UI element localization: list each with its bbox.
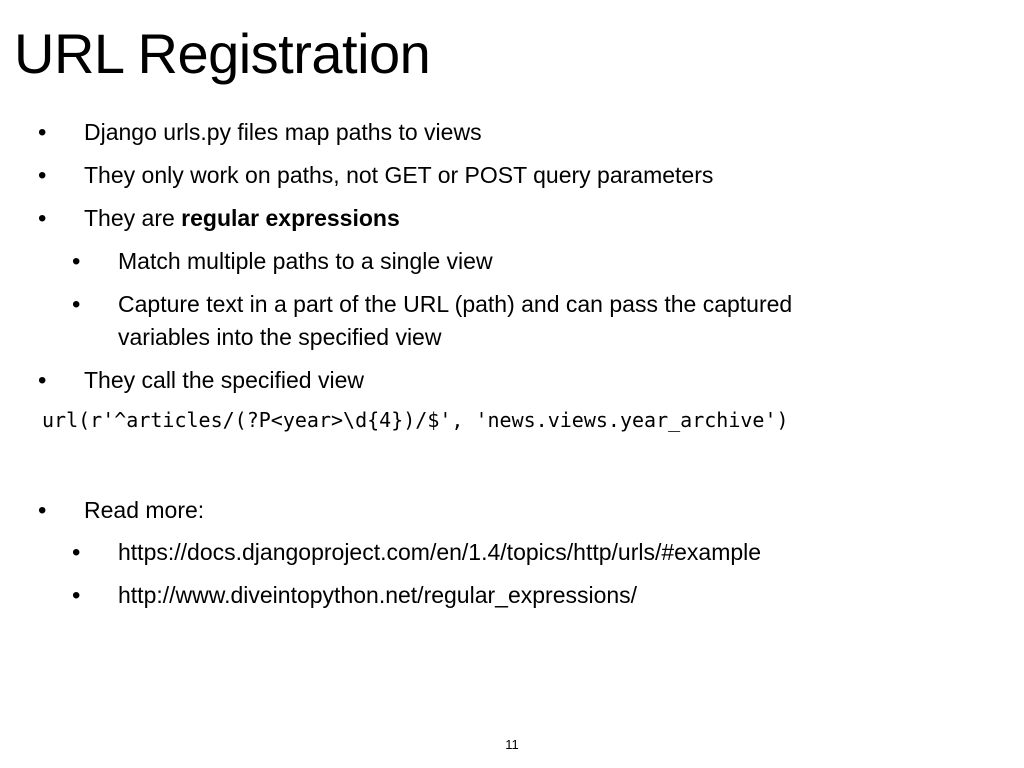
- bullet-text: Django urls.py files map paths to views: [84, 119, 482, 145]
- page-number: 11: [505, 737, 519, 752]
- bullet-text-continuation: variables into the specified view: [118, 324, 442, 350]
- bullet-text: Read more:: [84, 497, 205, 523]
- bullet-dot-icon: •: [72, 291, 81, 318]
- bullet-dot-icon: •: [38, 205, 47, 232]
- bullet-text: Match multiple paths to a single view: [118, 248, 493, 274]
- reference-link[interactable]: https://docs.djangoproject.com/en/1.4/topics/http/urls/#example: [118, 539, 762, 565]
- bullet-dot-icon: •: [38, 162, 47, 189]
- bullet-text-prefix: They are: [84, 205, 182, 231]
- code-example: url(r'^articles/(?P<year>\d{4})/$', 'news.views.year_archive'): [42, 408, 789, 432]
- bullet-dot-icon: •: [72, 539, 81, 566]
- bullet-dot-icon: •: [38, 119, 47, 146]
- bullet-text-emphasis: regular expressions: [181, 205, 400, 231]
- slide-title: URL Registration: [14, 22, 431, 85]
- bullet-text: They call the specified view: [84, 367, 364, 393]
- bullet-text: Capture text in a part of the URL (path) and can pass the captured: [118, 291, 793, 317]
- bullet-dot-icon: •: [72, 582, 81, 609]
- bullet-text: [84, 203, 400, 234]
- bullet-text: They only work on paths, not GET or POST query parameters: [84, 162, 714, 188]
- bullet-dot-icon: •: [38, 367, 47, 394]
- bullet-dot-icon: •: [38, 497, 47, 524]
- bullet-dot-icon: •: [72, 248, 81, 275]
- reference-link[interactable]: http://www.diveintopython.net/regular_expressions/: [118, 582, 638, 608]
